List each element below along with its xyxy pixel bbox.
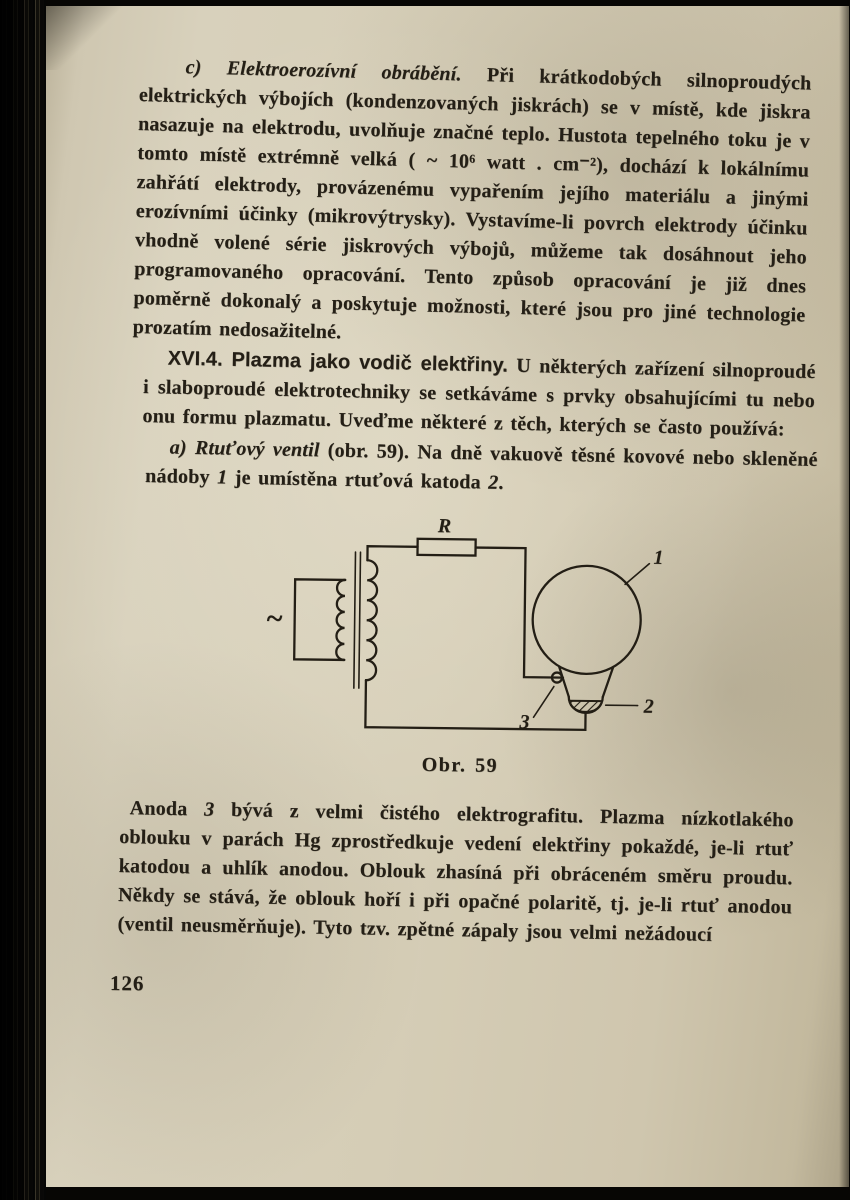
paragraph-electroerosive-machining [132,52,811,359]
book-binding-edge [0,0,46,1200]
page-number: 126 [109,970,145,996]
transformer-primary-coil [336,580,345,660]
paragraph-text: je umístěna rtuťová katoda [227,466,489,494]
page-right-shadow [839,6,849,1187]
paragraph-text: . [498,471,504,494]
subsection-label-c: c) Elektroerozívní obrábění. [185,56,462,86]
paragraph-text: Při krátkodobých silnoproudých elektrických výbojích (kondenzovaných jiskrách) se v místě, kde jiskra nasazuje na elektrodu, uvolňuje značné teplo. Hustota tepelného toku je v tomto místě extrémně velká ( ~ 10⁶ watt . cm⁻²), dochází k lokálnímu zahřátí elektrody, provázenému vypařením jejího materiálu a jinými erozívními účinky (mikrovýtrysky). Vystavíme-li povrch elektrody účinku vhodně volené série jiskrových výbojů, můžeme tak dosáhnout jeho programovaného opracování. Tento způsob opracování je již dnes poměrně dokonalý a poskytuje možnosti, které jsou pro jiné technologie prozatím nedosažitelné. [132,63,812,344]
circuit-wire-top-left [367,546,417,561]
label-cathode: 2 [643,695,654,718]
paper-page [6,6,849,1187]
resistor-label: R [437,515,452,538]
figure-ref-number-2: 2 [488,471,499,494]
label-anode: 3 [519,711,530,734]
paragraph-text: (obr. 59). Na dně vakuově těsné kovové nebo skleněné nádoby [144,439,818,489]
paragraph-text: Anoda [129,797,205,821]
paragraph-anode-description [117,794,794,951]
figure-ref-number-1: 1 [216,466,228,489]
transformer-core [354,552,356,688]
subsection-label-a: a) Rtuťový ventil [169,436,320,462]
circuit-wire-anode-lead [474,548,565,678]
paragraph-mercury-valve [145,433,818,504]
paragraph-plasma-conductor [142,344,816,445]
page-content [109,52,820,998]
label-3-pointer [533,686,553,717]
resistor [417,539,475,556]
bulb-envelope [532,565,641,674]
figure-caption: Obr. 59 [421,753,499,777]
section-heading: XVI.4. Plazma jako vodič elektřiny. [167,347,509,377]
paragraph-text: U některých zařízení silnoproudé i slaboproudé elektrotechniky se setkáváme s prvky obsahujícími tu nebo onu formu plazmatu. Uveďme některé z těch, kterých se často používá: [142,354,816,441]
figure-mercury-valve-circuit [265,511,714,783]
transformer-core [359,552,361,688]
figure-ref-number-3: 3 [203,798,215,821]
transformer-secondary-coil [366,560,377,680]
label-1-pointer [625,563,649,584]
label-bulb: 1 [653,546,664,569]
ac-source-symbol: ~ [266,601,283,636]
circuit-diagram [265,511,714,744]
paragraph-text: bývá z velmi čistého elektrografitu. Plazma nízkotlakého oblouku v parách Hg zprostředkuje vedení elektřiny pokaždé, je-li rtuť katodou a uhlík anodou. Oblouk zhasíná při obráceném směru proudu. Někdy se stává, že oblouk hoří i při opačné polaritě, tj. je-li rtuť anodou (ventil neusměrňuje). Tyto tzv. zpětné zápaly jsou velmi nežádoucí [117,798,794,946]
